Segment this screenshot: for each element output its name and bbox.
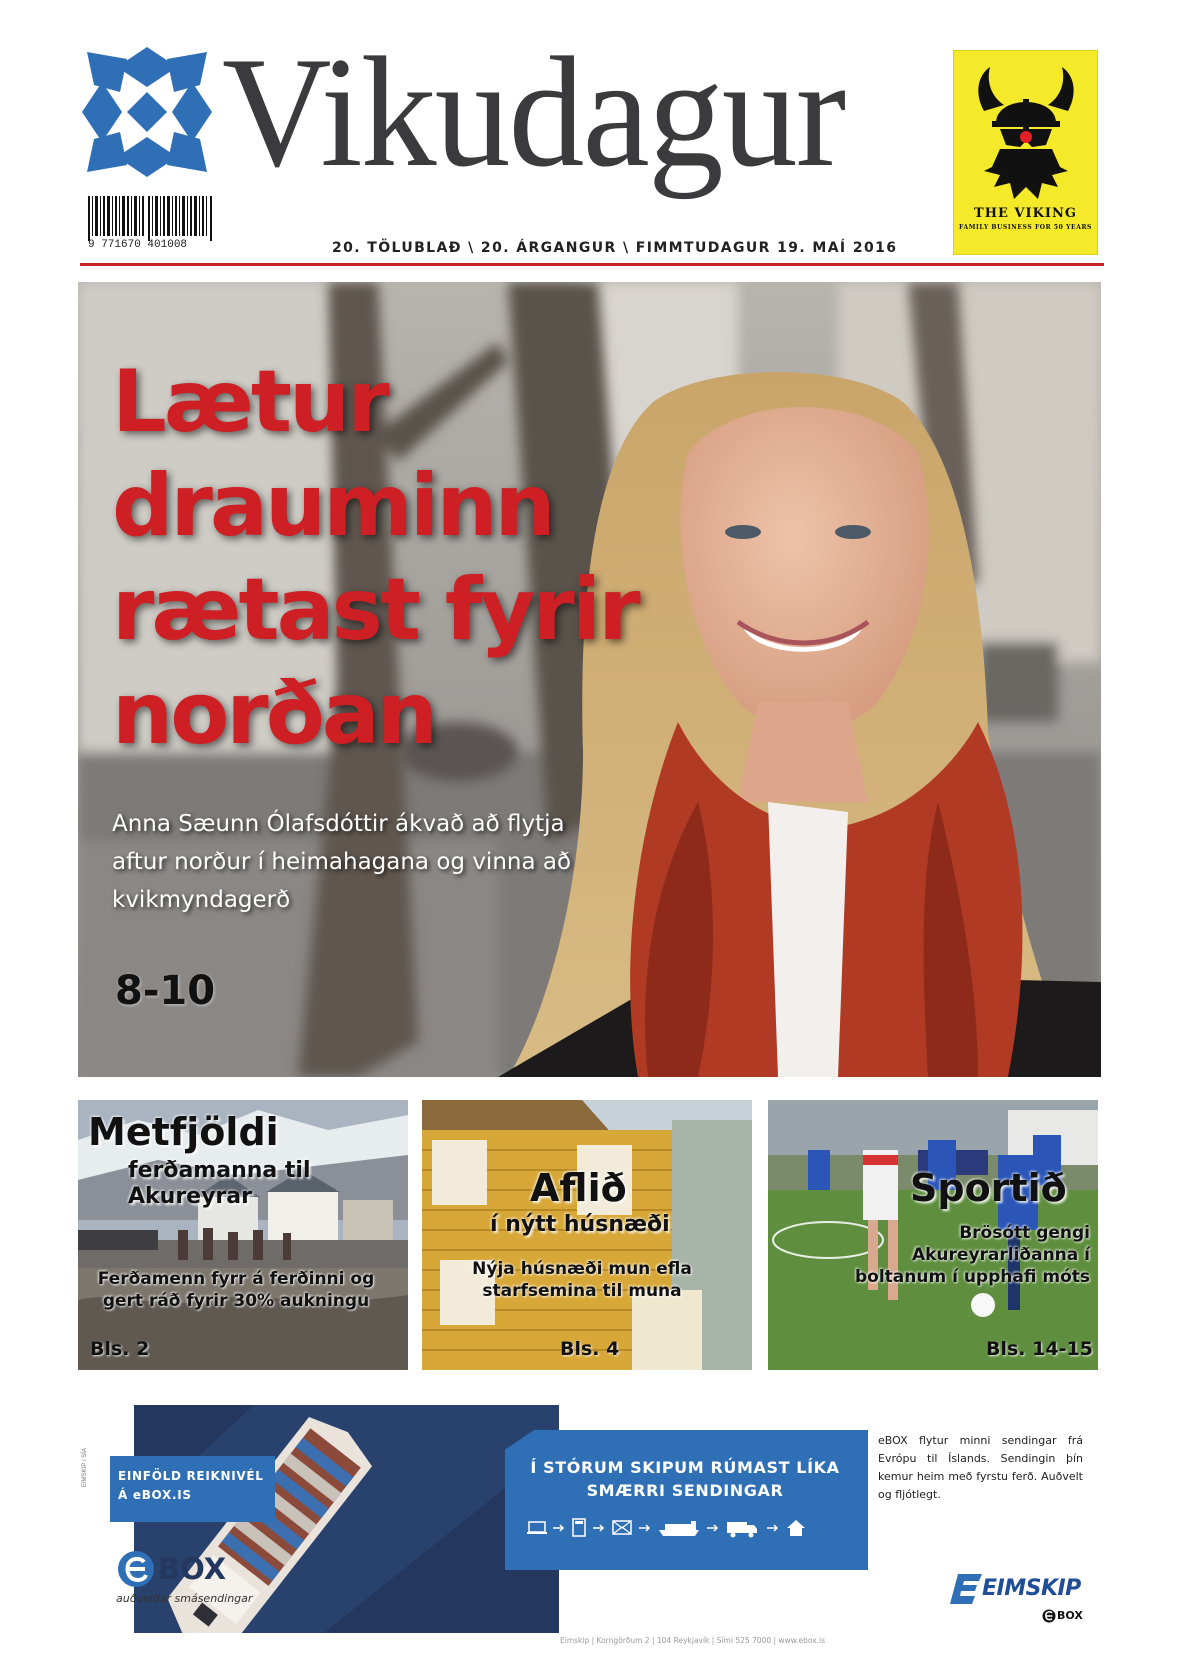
laptop-icon <box>527 1522 547 1534</box>
teaser-subtitle: Akureyrar <box>128 1184 252 1209</box>
arrow-icon <box>553 1525 563 1531</box>
eimskip-e-icon <box>950 1574 982 1604</box>
truck-icon <box>727 1522 757 1538</box>
teaser-subtitle: í nýtt húsnæði <box>490 1212 670 1237</box>
issue-line: 20. TÖLUBLAÐ \ 20. ÁRGANGUR \ FIMMTUDAGUR 19. MAÍ 2016 <box>332 240 898 256</box>
teaser-title: Sportið <box>910 1166 1067 1210</box>
cover-subhead: Anna Sæunn Ólafsdóttir ákvað að flytja aftur norður í heimahagana og vinna að kvikmyndagerð <box>112 811 572 913</box>
ebox-headline-line: SMÆRRI SENDINGAR <box>586 1481 784 1500</box>
calculator-callout-line: EINFÖLD REIKNIVÉL <box>118 1469 264 1483</box>
headline-line: Lætur <box>112 352 387 452</box>
calculator-callout-text <box>118 1467 268 1505</box>
ebox-small-label: BOX <box>1057 1609 1083 1622</box>
teaser-page-reference: Bls. 4 <box>560 1338 620 1360</box>
ebox-slogan: auðveldar smásendingar <box>116 1592 253 1605</box>
ebox-small-e-icon <box>1042 1609 1056 1623</box>
ebox-logo-text: BOX <box>158 1552 227 1586</box>
teaser-page-reference: Bls. 14-15 <box>986 1338 1093 1360</box>
ebox-body-copy: eBOX flytur minni sendingar frá Evrópu til Íslands. Sendingin þín kemur heim með fyrstu ferð. Auðvelt og fljótlegt. <box>878 1434 1083 1501</box>
teaser-title: Metfjöldi <box>88 1110 279 1154</box>
teaser-subtitle: ferðamanna til <box>128 1158 311 1183</box>
cover-page-reference: 8-10 <box>115 968 216 1014</box>
headline-line: drauminn <box>112 456 553 556</box>
teaser-aflid[interactable] <box>422 1100 752 1370</box>
shipping-steps-icons <box>527 1515 857 1541</box>
star-logo-icon <box>82 47 212 177</box>
arrow-icon <box>639 1525 649 1531</box>
eimskip-wordmark: EIMSKIP <box>982 1576 1081 1601</box>
cover-headline[interactable] <box>112 350 672 766</box>
ad-agency-credit: EIMSKIP / SÍA <box>82 1448 88 1487</box>
teaser-sport[interactable] <box>768 1100 1098 1370</box>
masthead-rule <box>80 263 1104 266</box>
ship-icon <box>659 1521 699 1536</box>
headline-line: rætast fyrir <box>112 560 638 660</box>
teaser-tourism[interactable] <box>78 1100 408 1370</box>
calculator-callout-line: Á eBOX.IS <box>118 1488 192 1502</box>
calculator-icon <box>573 1519 585 1536</box>
barcode-number: 9 771670 401008 <box>88 239 188 251</box>
teaser-title: Aflið <box>530 1166 627 1210</box>
eimskip-logo[interactable] <box>950 1572 1090 1630</box>
teaser-summary: Ferðamenn fyrr á ferðinni og gert ráð fyrir 30% aukningu <box>97 1269 375 1311</box>
teaser-summary: Nýja húsnæði mun efla starfsemina til muna <box>472 1259 692 1301</box>
arrow-icon <box>707 1525 717 1531</box>
viking-brand-name: THE VIKING <box>974 206 1077 221</box>
arrow-icon <box>593 1525 603 1531</box>
masthead-title: Vikudagur <box>222 25 845 200</box>
teaser-summary: Brösótt gengi Akureyrarliðanna í boltanum í upphafi móts <box>854 1223 1090 1287</box>
teaser-page-reference: Bls. 2 <box>90 1338 150 1360</box>
arrow-icon <box>767 1525 777 1531</box>
ebox-footer-contact: Eimskip | Korngörðum 2 | 104 Reykjavík | Sími 525 7000 | www.ebox.is <box>560 1636 826 1645</box>
ebox-headline-line: Í STÓRUM SKIPUM RÚMAST LÍKA <box>530 1458 840 1477</box>
viking-tagline: FAMILY BUSINESS FOR 50 YEARS <box>959 224 1092 231</box>
ebox-logo[interactable] <box>116 1549 228 1589</box>
headline-line: norðan <box>112 664 436 764</box>
envelope-icon <box>613 1521 631 1534</box>
home-icon <box>787 1520 805 1536</box>
viking-ad[interactable] <box>953 50 1098 255</box>
viking-helmet-icon <box>972 63 1080 203</box>
ebox-headline <box>510 1456 860 1502</box>
barcode-icon <box>88 196 213 241</box>
